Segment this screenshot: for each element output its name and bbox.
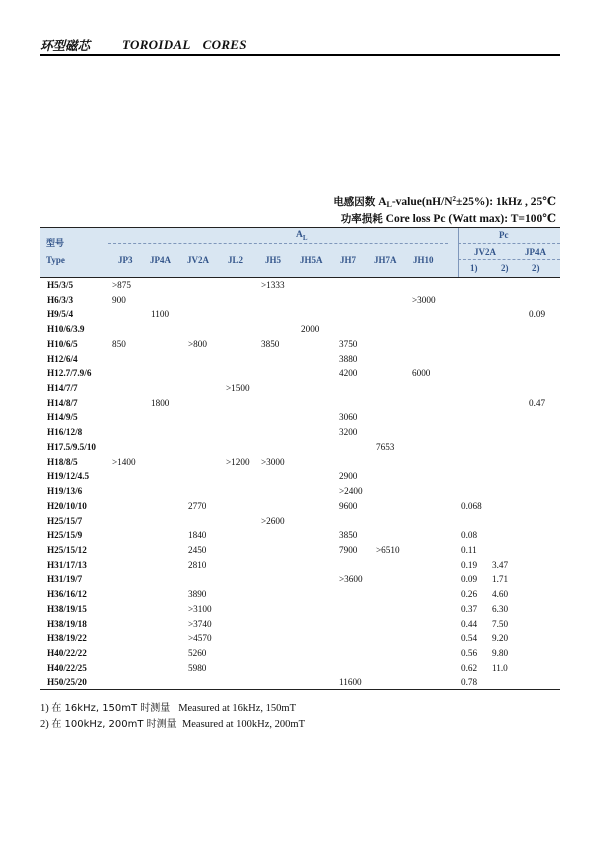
spec-core-loss <box>341 211 556 226</box>
row-type: H38/19/18 <box>47 618 87 629</box>
footnote-2 <box>40 715 305 730</box>
mat-header-jh10: JH10 <box>413 255 434 265</box>
table-row <box>40 499 560 514</box>
type-header-cn: 型号 <box>46 239 65 249</box>
row-type: H12.7/7.9/6 <box>47 368 92 379</box>
cell-jp4a: 1100 <box>151 309 170 320</box>
row-type: H40/22/25 <box>47 662 87 673</box>
row-type: H10/6/5 <box>47 338 78 349</box>
table-row <box>40 587 560 602</box>
type-header-en: Type <box>46 255 65 265</box>
table-row <box>40 514 560 529</box>
row-type: H12/6/4 <box>47 353 78 364</box>
mat-header-jl2: JL2 <box>228 255 244 265</box>
cell-jp3: >1400 <box>112 456 136 467</box>
cell-pc1: 0.54 <box>461 633 478 644</box>
table-row <box>40 455 560 470</box>
cell-jh10: >3000 <box>412 294 436 305</box>
table-row <box>40 661 560 676</box>
row-type: H36/16/12 <box>47 589 87 600</box>
al-divider <box>108 243 448 244</box>
cell-jv2a: 2770 <box>188 500 207 511</box>
cell-jh5: >3000 <box>261 456 285 467</box>
row-type: H38/19/22 <box>47 633 87 644</box>
row-type: H10/6/3.9 <box>47 324 85 335</box>
table-row <box>40 675 560 690</box>
table-row <box>40 484 560 499</box>
cell-jv2a: >4570 <box>188 633 212 644</box>
row-type: H38/19/15 <box>47 603 87 614</box>
footnote-1 <box>40 699 296 714</box>
row-type: H19/13/6 <box>47 486 83 497</box>
row-type: H14/9/5 <box>47 412 78 423</box>
cell-jh7: 3200 <box>339 427 358 438</box>
cell-pc1: 0.19 <box>461 559 478 570</box>
table-row <box>40 366 560 381</box>
table-row <box>40 293 560 308</box>
table-row <box>40 646 560 661</box>
cell-pc2: 11.0 <box>492 662 508 673</box>
cell-jh10: 6000 <box>412 368 431 379</box>
cell-jv2a: >800 <box>188 338 207 349</box>
cell-pc1: 0.62 <box>461 662 478 673</box>
cell-jh7: >3600 <box>339 574 363 585</box>
mat-header-jp3: JP3 <box>118 255 133 265</box>
pc-mat-header-jv2a: JV2A <box>474 247 496 257</box>
cell-pc2: 1.71 <box>492 574 509 585</box>
row-type: H20/10/10 <box>47 500 87 511</box>
mat-header-jh5: JH5 <box>265 255 282 265</box>
row-type: H31/17/13 <box>47 559 87 570</box>
pc-header: Pc <box>499 230 509 240</box>
table-row <box>40 381 560 396</box>
cell-pc1: 0.08 <box>461 530 478 541</box>
table-row <box>40 617 560 632</box>
header-title-en: TOROIDAL CORES <box>122 37 247 52</box>
table-row <box>40 337 560 352</box>
cell-jh7: 3060 <box>339 412 358 423</box>
row-type: H18/8/5 <box>47 456 78 467</box>
spec-al-label-cn: 电感因数 <box>333 196 376 208</box>
cell-jh7: 4200 <box>339 368 358 379</box>
cell-jh7: 3880 <box>339 353 358 364</box>
footnote-2-en: Measured at 100kHz, 200mT <box>181 719 305 730</box>
row-type: H6/3/3 <box>47 294 74 305</box>
cell-jh5a: 2000 <box>301 324 320 335</box>
cell-pc2: 7.50 <box>492 618 509 629</box>
table-row <box>40 558 560 573</box>
page-header <box>40 36 560 56</box>
cell-jh7a: 7653 <box>376 441 395 452</box>
cell-jh7: 2900 <box>339 471 358 482</box>
header-title-cn: 环型磁芯 <box>40 38 91 53</box>
cell-pc1: 0.56 <box>461 648 478 658</box>
table-row <box>40 528 560 543</box>
cell-jv2a: >3740 <box>188 618 212 629</box>
cell-pc1: 0.068 <box>461 500 482 511</box>
table-row <box>40 469 560 484</box>
cell-jh7: 3850 <box>339 530 358 541</box>
cell-pc1: 0.78 <box>461 677 478 688</box>
cell-jp3: >875 <box>112 280 131 290</box>
cell-jh5: 3850 <box>261 338 280 349</box>
mat-header-jp4a: JP4A <box>150 255 171 265</box>
al-header-sub: L <box>302 233 308 242</box>
cell-pc1: 0.26 <box>461 589 478 600</box>
pc-mat-header-jp4a: JP4A <box>525 247 546 257</box>
mat-header-jh7a: JH7A <box>374 255 397 265</box>
spec-al-unit: -value(nH/N <box>391 196 453 208</box>
table-row <box>40 307 560 322</box>
cell-jh7: 9600 <box>339 500 358 511</box>
row-type: H31/19/7 <box>47 574 83 585</box>
mat-header-jh5a: JH5A <box>300 255 323 265</box>
pc-col-1: 1) <box>470 263 478 273</box>
row-type: H50/25/20 <box>47 677 87 688</box>
footnote-1-en: Measured at 16kHz, 150mT <box>178 703 296 714</box>
spec-pc-label-en: Core loss Pc (Watt max): T=100℃ <box>385 213 556 225</box>
table-row <box>40 396 560 411</box>
spec-al-sup: 2 <box>452 195 457 203</box>
table-row <box>40 278 560 293</box>
cell-jl2: >1200 <box>226 456 250 467</box>
cell-jv2a: 1840 <box>188 530 207 541</box>
row-type: H19/12/4.5 <box>47 471 90 482</box>
row-type: H25/15/7 <box>47 515 83 526</box>
cell-pc2: 4.60 <box>492 589 509 600</box>
footnote-2-num: 2) <box>40 719 49 730</box>
table-row <box>40 425 560 440</box>
spec-pc-label-cn: 功率损耗 <box>340 213 383 225</box>
table-row <box>40 440 560 455</box>
cell-jh7: 3750 <box>339 338 358 349</box>
row-type: H14/7/7 <box>47 383 78 394</box>
cell-jl2: >1500 <box>226 383 250 394</box>
cell-jv2a: >3100 <box>188 603 212 614</box>
row-type: H16/12/8 <box>47 427 83 438</box>
table-row <box>40 352 560 367</box>
cell-jv2a: 5980 <box>188 662 207 673</box>
al-header <box>296 230 308 242</box>
footnote-2-cn: 在 100kHz, 200mT 时测量 <box>51 719 177 730</box>
mat-header-jv2a: JV2A <box>187 255 209 265</box>
cell-pc3: 0.09 <box>529 309 546 320</box>
cell-jv2a: 2810 <box>188 559 207 570</box>
cell-jh7: 11600 <box>339 677 362 688</box>
pc-column-separator <box>458 227 459 277</box>
row-type: H9/5/4 <box>47 309 74 320</box>
cell-pc1: 0.37 <box>461 603 478 614</box>
cell-jv2a: 3890 <box>188 589 207 600</box>
row-type: H5/3/5 <box>47 280 74 290</box>
cell-pc1: 0.09 <box>461 574 478 585</box>
cell-jh5: >1333 <box>261 280 285 290</box>
pc-col-2: 2) <box>501 263 509 273</box>
pc-col-3: 2) <box>532 263 540 273</box>
row-type: H40/22/22 <box>47 648 87 658</box>
spec-al-a: A <box>378 196 387 208</box>
cell-pc1: 0.44 <box>461 618 478 629</box>
spec-al-sub: L <box>386 200 392 209</box>
cell-pc3: 0.47 <box>529 397 546 408</box>
cell-pc2: 6.30 <box>492 603 509 614</box>
row-type: H17.5/9.5/10 <box>47 441 97 452</box>
cell-pc2: 9.80 <box>492 648 509 658</box>
cell-jh5: >2600 <box>261 515 285 526</box>
cell-jp3: 900 <box>112 294 126 305</box>
cell-pc2: 9.20 <box>492 633 509 644</box>
spec-al-cond: ±25%): 1kHz , 25℃ <box>456 196 556 208</box>
table-bottom-rule <box>40 689 560 690</box>
row-type: H14/8/7 <box>47 397 78 408</box>
table-row <box>40 322 560 337</box>
cell-jp3: 850 <box>112 338 126 349</box>
table-row <box>40 572 560 587</box>
row-type: H25/15/9 <box>47 530 83 541</box>
pc-sub-divider <box>458 259 560 260</box>
cell-jh7: 7900 <box>339 544 358 555</box>
spec-al-value <box>333 194 556 209</box>
cell-pc2: 3.47 <box>492 559 509 570</box>
cell-jh7: >2400 <box>339 486 363 497</box>
pc-divider <box>458 243 560 244</box>
table-row <box>40 410 560 425</box>
cell-jv2a: 2450 <box>188 544 207 555</box>
cell-jp4a: 1800 <box>151 397 170 408</box>
cell-jh7a: >6510 <box>376 544 400 555</box>
table-row <box>40 631 560 646</box>
table-top-rule <box>40 227 560 228</box>
table-row <box>40 602 560 617</box>
table-row <box>40 543 560 558</box>
row-type: H25/15/12 <box>47 544 87 555</box>
table-header <box>40 227 560 277</box>
cell-jv2a: 5260 <box>188 648 207 658</box>
cell-pc1: 0.11 <box>461 544 477 555</box>
footnote-1-cn: 在 16kHz, 150mT 时测量 <box>51 703 171 714</box>
footnote-1-num: 1) <box>40 703 49 714</box>
mat-header-jh7: JH7 <box>340 255 357 265</box>
al-header-a: A <box>296 230 303 240</box>
